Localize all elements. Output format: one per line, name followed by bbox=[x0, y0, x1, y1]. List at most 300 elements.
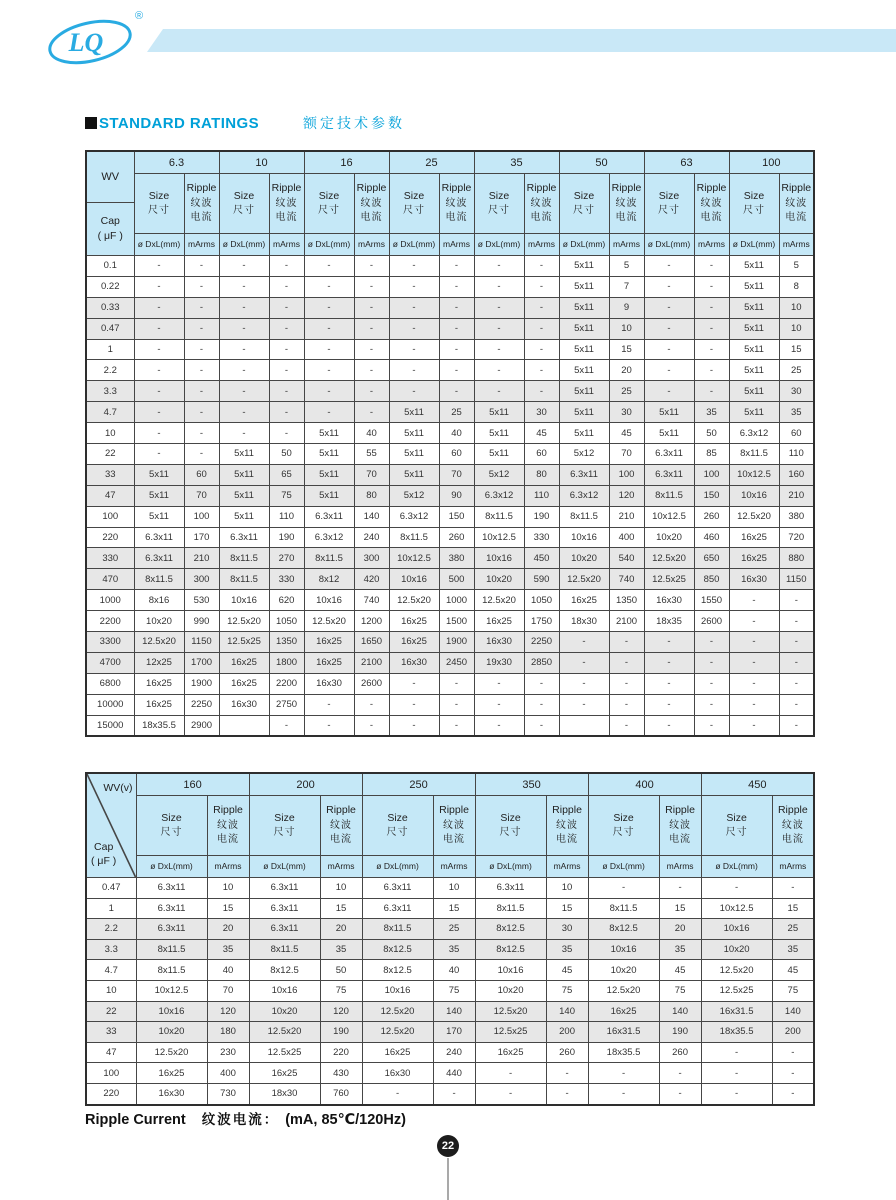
size-value-cell: 5x11 bbox=[729, 339, 779, 360]
ripple-value-cell: 40 bbox=[207, 960, 249, 981]
size-value-cell: - bbox=[588, 878, 659, 899]
ripple-value-cell: 10 bbox=[320, 878, 362, 899]
size-value-cell: 16x30 bbox=[136, 1083, 207, 1104]
ripple-value-cell: - bbox=[546, 1083, 588, 1104]
size-value-cell: 12.5x25 bbox=[475, 1022, 546, 1043]
ripple-unit-header: mArms bbox=[354, 233, 389, 255]
cap-value-cell: 4.7 bbox=[86, 402, 134, 423]
size-value-cell: 16x30 bbox=[304, 673, 354, 694]
size-label-zh: 尺寸 bbox=[403, 204, 426, 216]
size-value-cell: 5x11 bbox=[389, 402, 439, 423]
size-value-cell: 5x11 bbox=[644, 423, 694, 444]
ripple-value-cell: - bbox=[269, 423, 304, 444]
table-row bbox=[86, 919, 814, 940]
size-value-cell: 12x25 bbox=[134, 652, 184, 673]
ripple-value-cell: 1750 bbox=[524, 611, 559, 632]
ripple-header bbox=[772, 796, 814, 855]
logo-registered-mark: ® bbox=[135, 10, 144, 22]
ripple-value-cell: - bbox=[269, 256, 304, 277]
ripple-label-zh-1: 纹波 bbox=[445, 197, 468, 209]
ripple-value-cell: 15 bbox=[659, 898, 701, 919]
size-value-cell: 10x20 bbox=[249, 1001, 320, 1022]
ripple-value-cell: 2200 bbox=[269, 673, 304, 694]
ripple-value-cell: 30 bbox=[609, 402, 644, 423]
cap-value-cell: 33 bbox=[86, 1022, 136, 1043]
ripple-value-cell: - bbox=[439, 360, 474, 381]
ripple-label-zh-2: 电流 bbox=[615, 212, 638, 224]
ripple-value-cell: - bbox=[694, 276, 729, 297]
size-label-zh: 尺寸 bbox=[743, 204, 766, 216]
size-value-cell: 8x11.5 bbox=[136, 960, 207, 981]
size-header bbox=[474, 174, 524, 233]
ripple-label-zh-1: 纹波 bbox=[360, 197, 383, 209]
ripple-value-cell: 720 bbox=[779, 527, 814, 548]
ripple-value-cell: 15 bbox=[433, 898, 475, 919]
ripple-value-cell: 1650 bbox=[354, 632, 389, 653]
table-corner-cell bbox=[86, 773, 136, 878]
ripple-value-cell: 40 bbox=[354, 423, 389, 444]
size-value-cell: - bbox=[134, 339, 184, 360]
size-value-cell: - bbox=[644, 673, 694, 694]
table-row bbox=[86, 506, 814, 527]
size-value-cell: 6.3x12 bbox=[474, 485, 524, 506]
size-value-cell: 6.3x11 bbox=[136, 898, 207, 919]
size-value-cell: 5x12 bbox=[474, 464, 524, 485]
page-footer-line bbox=[447, 1158, 449, 1200]
ripple-value-cell: - bbox=[354, 297, 389, 318]
size-value-cell: 5x11 bbox=[389, 464, 439, 485]
logo-text: LQ bbox=[68, 28, 104, 57]
size-value-cell: 12.5x20 bbox=[389, 590, 439, 611]
table-row bbox=[86, 652, 814, 673]
ripple-value-cell: 1350 bbox=[269, 632, 304, 653]
ripple-value-cell: 10 bbox=[609, 318, 644, 339]
ripple-value-cell: 2450 bbox=[439, 652, 474, 673]
size-value-cell: - bbox=[219, 360, 269, 381]
size-value-cell: 6.3x11 bbox=[136, 878, 207, 899]
size-value-cell: - bbox=[644, 318, 694, 339]
size-value-cell: 5x11 bbox=[304, 485, 354, 506]
ripple-value-cell: 420 bbox=[354, 569, 389, 590]
size-label-zh: 尺寸 bbox=[499, 826, 522, 838]
ripple-unit-header: mArms bbox=[609, 233, 644, 255]
size-value-cell: - bbox=[389, 256, 439, 277]
ripple-value-cell: 35 bbox=[772, 939, 814, 960]
size-value-cell: 6.3x11 bbox=[249, 898, 320, 919]
size-value-cell: 10x20 bbox=[474, 569, 524, 590]
ripple-value-cell: - bbox=[184, 276, 219, 297]
ripple-value-cell: 440 bbox=[433, 1063, 475, 1084]
ripple-label-zh-1: 纹波 bbox=[556, 819, 579, 831]
size-value-cell: 10x20 bbox=[475, 980, 546, 1001]
size-label-zh: 尺寸 bbox=[488, 204, 511, 216]
ripple-value-cell: 140 bbox=[772, 1001, 814, 1022]
ripple-label-en: Ripple bbox=[526, 182, 557, 195]
size-value-cell: 16x31.5 bbox=[701, 1001, 772, 1022]
ripple-value-cell: 140 bbox=[354, 506, 389, 527]
size-label-en: Size bbox=[274, 811, 295, 824]
size-unit-header: ø DxL(mm) bbox=[136, 855, 207, 877]
size-value-cell: - bbox=[134, 423, 184, 444]
size-value-cell: - bbox=[588, 1083, 659, 1104]
ripple-header bbox=[207, 796, 249, 855]
size-value-cell: - bbox=[134, 402, 184, 423]
size-value-cell: 16x30 bbox=[219, 694, 269, 715]
ripple-value-cell: 75 bbox=[320, 980, 362, 1001]
voltage-header: 250 bbox=[362, 773, 475, 796]
ripple-value-cell: 2600 bbox=[354, 673, 389, 694]
size-value-cell: 5x11 bbox=[559, 339, 609, 360]
ripple-value-cell: 740 bbox=[354, 590, 389, 611]
ripple-header bbox=[609, 174, 644, 233]
voltage-header: 6.3 bbox=[134, 151, 219, 174]
size-value-cell: - bbox=[701, 878, 772, 899]
size-header bbox=[362, 796, 433, 855]
size-value-cell: - bbox=[474, 673, 524, 694]
size-header bbox=[219, 174, 269, 233]
ripple-value-cell: 35 bbox=[207, 939, 249, 960]
size-value-cell: 16x25 bbox=[475, 1042, 546, 1063]
size-unit-header: ø DxL(mm) bbox=[729, 233, 779, 255]
size-value-cell: 10x16 bbox=[474, 548, 524, 569]
ripple-value-cell: 75 bbox=[433, 980, 475, 1001]
corner-diagonal bbox=[87, 774, 136, 877]
size-value-cell: 12.5x20 bbox=[475, 1001, 546, 1022]
size-value-cell: - bbox=[474, 318, 524, 339]
ripple-value-cell: 400 bbox=[207, 1063, 249, 1084]
ripple-unit-header: mArms bbox=[269, 233, 304, 255]
cap-value-cell: 2.2 bbox=[86, 919, 136, 940]
size-header bbox=[304, 174, 354, 233]
ripple-label-en: Ripple bbox=[696, 182, 727, 195]
ripple-value-cell: 150 bbox=[439, 506, 474, 527]
ripple-value-cell: 45 bbox=[772, 960, 814, 981]
ripple-value-cell: - bbox=[779, 632, 814, 653]
ripple-value-cell: 80 bbox=[524, 464, 559, 485]
table-row bbox=[86, 1083, 814, 1104]
size-value-cell: 6.3x11 bbox=[134, 548, 184, 569]
size-unit-header: ø DxL(mm) bbox=[475, 855, 546, 877]
size-value-cell: 5x11 bbox=[559, 402, 609, 423]
ripple-value-cell: - bbox=[439, 276, 474, 297]
wv-header-label: WV bbox=[87, 152, 134, 203]
size-unit-header: ø DxL(mm) bbox=[219, 233, 269, 255]
size-unit-header: ø DxL(mm) bbox=[588, 855, 659, 877]
cap-value-cell: 0.33 bbox=[86, 297, 134, 318]
size-value-cell: 12.5x20 bbox=[219, 611, 269, 632]
ripple-value-cell: 45 bbox=[609, 423, 644, 444]
ripple-value-cell: 25 bbox=[772, 919, 814, 940]
ripple-value-cell: - bbox=[433, 1083, 475, 1104]
size-value-cell: 10x12.5 bbox=[644, 506, 694, 527]
ripple-value-cell: 200 bbox=[772, 1022, 814, 1043]
ripple-value-cell: - bbox=[524, 276, 559, 297]
ripple-value-cell: 240 bbox=[354, 527, 389, 548]
ripple-value-cell: 60 bbox=[184, 464, 219, 485]
ripple-value-cell: 590 bbox=[524, 569, 559, 590]
ripple-value-cell: 460 bbox=[694, 527, 729, 548]
ripple-value-cell: 140 bbox=[659, 1001, 701, 1022]
ripple-value-cell: 70 bbox=[609, 444, 644, 465]
ripple-label-zh-2: 电流 bbox=[330, 834, 353, 846]
size-value-cell: - bbox=[219, 423, 269, 444]
ripple-label-en: Ripple bbox=[611, 182, 642, 195]
ripple-value-cell: - bbox=[354, 276, 389, 297]
ripple-value-cell: 25 bbox=[609, 381, 644, 402]
cap-value-cell: 4.7 bbox=[86, 960, 136, 981]
ripple-unit-header: mArms bbox=[207, 855, 249, 877]
ripple-value-cell: 140 bbox=[433, 1001, 475, 1022]
size-value-cell: 12.5x20 bbox=[588, 980, 659, 1001]
ripple-label-zh-1: 纹波 bbox=[530, 197, 553, 209]
ripple-value-cell: 110 bbox=[269, 506, 304, 527]
size-value-cell: 10x16 bbox=[559, 527, 609, 548]
table-row bbox=[86, 423, 814, 444]
table-row bbox=[86, 485, 814, 506]
size-unit-header: ø DxL(mm) bbox=[474, 233, 524, 255]
size-value-cell: 8x11.5 bbox=[729, 444, 779, 465]
cap-value-cell: 100 bbox=[86, 1063, 136, 1084]
size-value-cell: - bbox=[644, 715, 694, 736]
ripple-label-zh-1: 纹波 bbox=[669, 819, 692, 831]
size-value-cell: 10x16 bbox=[588, 939, 659, 960]
size-value-cell: 18x30 bbox=[559, 611, 609, 632]
ripple-value-cell: 40 bbox=[439, 423, 474, 444]
ripple-unit-header: mArms bbox=[779, 233, 814, 255]
cap-value-cell: 3.3 bbox=[86, 939, 136, 960]
size-value-cell: 10x16 bbox=[249, 980, 320, 1001]
ripple-label-zh-2: 电流 bbox=[556, 834, 579, 846]
ripple-value-cell: 60 bbox=[779, 423, 814, 444]
ripple-value-cell: 740 bbox=[609, 569, 644, 590]
ripple-value-cell: 300 bbox=[354, 548, 389, 569]
ripple-value-cell: 60 bbox=[524, 444, 559, 465]
size-value-cell: - bbox=[134, 297, 184, 318]
size-value-cell: 12.5x20 bbox=[559, 569, 609, 590]
size-unit-header: ø DxL(mm) bbox=[249, 855, 320, 877]
size-value-cell: 8x11.5 bbox=[474, 506, 524, 527]
ripple-value-cell: 230 bbox=[207, 1042, 249, 1063]
size-value-cell: 10x20 bbox=[134, 611, 184, 632]
cap-value-cell: 1 bbox=[86, 339, 134, 360]
size-value-cell: 12.5x20 bbox=[644, 548, 694, 569]
ripple-value-cell: - bbox=[609, 652, 644, 673]
ripple-value-cell: 1150 bbox=[779, 569, 814, 590]
ripple-value-cell: - bbox=[184, 318, 219, 339]
size-label-zh: 尺寸 bbox=[318, 204, 341, 216]
table-row bbox=[86, 590, 814, 611]
size-value-cell: 10x16 bbox=[219, 590, 269, 611]
size-value-cell: - bbox=[644, 360, 694, 381]
ripple-label-en: Ripple bbox=[781, 182, 812, 195]
ripple-value-cell: - bbox=[524, 297, 559, 318]
size-value-cell: - bbox=[644, 276, 694, 297]
voltage-header: 25 bbox=[389, 151, 474, 174]
ripple-header bbox=[354, 174, 389, 233]
ripple-value-cell: 15 bbox=[609, 339, 644, 360]
ripple-value-cell: - bbox=[694, 256, 729, 277]
ripple-unit-header: mArms bbox=[694, 233, 729, 255]
size-value-cell: 5x11 bbox=[559, 276, 609, 297]
ripple-value-cell: 80 bbox=[354, 485, 389, 506]
ripple-value-cell: - bbox=[439, 256, 474, 277]
size-value-cell: 12.5x20 bbox=[304, 611, 354, 632]
size-label-zh: 尺寸 bbox=[386, 826, 409, 838]
size-value-cell: 6.3x11 bbox=[304, 506, 354, 527]
size-value-cell: 6.3x11 bbox=[362, 898, 433, 919]
ripple-value-cell: - bbox=[354, 694, 389, 715]
size-value-cell: 5x11 bbox=[729, 256, 779, 277]
table-row bbox=[86, 1063, 814, 1084]
ripple-value-cell: 2250 bbox=[184, 694, 219, 715]
ripple-value-cell: - bbox=[439, 381, 474, 402]
ripple-label-en: Ripple bbox=[186, 182, 217, 195]
cap-value-cell: 2200 bbox=[86, 611, 134, 632]
ripple-label-zh-2: 电流 bbox=[781, 834, 804, 846]
size-value-cell: 12.5x20 bbox=[134, 632, 184, 653]
size-label-zh: 尺寸 bbox=[148, 204, 170, 216]
ripple-value-cell: - bbox=[439, 339, 474, 360]
ripple-value-cell: 35 bbox=[320, 939, 362, 960]
size-value-cell: 10x12.5 bbox=[136, 980, 207, 1001]
size-value-cell: 5x12 bbox=[389, 485, 439, 506]
size-value-cell: 16x25 bbox=[249, 1063, 320, 1084]
ripple-value-cell: - bbox=[354, 402, 389, 423]
corner-split bbox=[87, 152, 134, 255]
ripple-value-cell: 990 bbox=[184, 611, 219, 632]
size-value-cell: 16x25 bbox=[304, 632, 354, 653]
ripple-value-cell: 50 bbox=[694, 423, 729, 444]
ripple-value-cell: 45 bbox=[524, 423, 559, 444]
cap-value-cell: 22 bbox=[86, 444, 134, 465]
size-header bbox=[644, 174, 694, 233]
ripple-value-cell: 330 bbox=[269, 569, 304, 590]
ripple-value-cell: 190 bbox=[659, 1022, 701, 1043]
size-unit-header: ø DxL(mm) bbox=[134, 233, 184, 255]
ripple-value-cell: 35 bbox=[779, 402, 814, 423]
ripple-value-cell: 1050 bbox=[524, 590, 559, 611]
ripple-value-cell: 10 bbox=[779, 297, 814, 318]
size-label-en: Size bbox=[658, 189, 680, 202]
size-value-cell: - bbox=[701, 1042, 772, 1063]
ripple-value-cell: 2900 bbox=[184, 715, 219, 736]
ripple-value-cell: 190 bbox=[320, 1022, 362, 1043]
size-value-cell: - bbox=[304, 402, 354, 423]
size-value-cell: - bbox=[729, 652, 779, 673]
size-value-cell: 6.3x11 bbox=[134, 527, 184, 548]
size-value-cell: 16x25 bbox=[134, 673, 184, 694]
cap-value-cell: 10 bbox=[86, 980, 136, 1001]
top-banner bbox=[147, 29, 896, 52]
size-value-cell: 19x30 bbox=[474, 652, 524, 673]
cap-value-cell: 330 bbox=[86, 548, 134, 569]
ripple-label-zh-1: 纹波 bbox=[785, 197, 808, 209]
size-value-cell: 16x25 bbox=[219, 673, 269, 694]
size-header bbox=[136, 796, 207, 855]
ripple-header bbox=[439, 174, 474, 233]
ripple-value-cell: 2100 bbox=[354, 652, 389, 673]
ripple-value-cell: 35 bbox=[659, 939, 701, 960]
ripple-label-zh-2: 电流 bbox=[785, 212, 808, 224]
ripple-label-zh-1: 纹波 bbox=[443, 819, 466, 831]
cap-value-cell: 0.1 bbox=[86, 256, 134, 277]
ripple-value-cell: 35 bbox=[694, 402, 729, 423]
ripple-value-cell: 1800 bbox=[269, 652, 304, 673]
ripple-value-cell: - bbox=[694, 318, 729, 339]
size-label-en: Size bbox=[161, 811, 182, 824]
size-value-cell: - bbox=[219, 318, 269, 339]
size-value-cell: - bbox=[389, 276, 439, 297]
size-value-cell: 12.5x25 bbox=[249, 1042, 320, 1063]
ripple-value-cell: - bbox=[524, 381, 559, 402]
ripple-label-en: Ripple bbox=[441, 182, 472, 195]
ripple-value-cell: - bbox=[772, 1042, 814, 1063]
size-value-cell: 10x12.5 bbox=[474, 527, 524, 548]
size-value-cell: 18x35.5 bbox=[588, 1042, 659, 1063]
ripple-value-cell: 65 bbox=[269, 464, 304, 485]
ripple-value-cell: - bbox=[524, 694, 559, 715]
ripple-value-cell: 110 bbox=[779, 444, 814, 465]
ripple-value-cell: 1900 bbox=[439, 632, 474, 653]
ripple-value-cell: - bbox=[269, 381, 304, 402]
size-value-cell: 8x11.5 bbox=[389, 527, 439, 548]
ripple-value-cell: - bbox=[269, 276, 304, 297]
ripple-value-cell: 20 bbox=[609, 360, 644, 381]
table-row bbox=[86, 297, 814, 318]
size-value-cell: 12.5x20 bbox=[136, 1042, 207, 1063]
size-value-cell: 5x11 bbox=[219, 464, 269, 485]
cap-value-cell: 0.22 bbox=[86, 276, 134, 297]
ripple-value-cell: - bbox=[772, 1063, 814, 1084]
size-value-cell: - bbox=[134, 360, 184, 381]
ripple-label-zh-2: 电流 bbox=[443, 834, 466, 846]
size-label-zh: 尺寸 bbox=[233, 204, 256, 216]
ripple-label-zh-1: 纹波 bbox=[275, 197, 298, 209]
size-value-cell: - bbox=[219, 381, 269, 402]
size-value-cell: 5x11 bbox=[304, 444, 354, 465]
size-value-cell: 10x12.5 bbox=[729, 464, 779, 485]
size-value-cell: 5x11 bbox=[729, 381, 779, 402]
size-value-cell: 8x12.5 bbox=[588, 919, 659, 940]
size-value-cell: - bbox=[304, 694, 354, 715]
table-row bbox=[86, 339, 814, 360]
size-value-cell: 5x11 bbox=[559, 423, 609, 444]
size-value-cell: 5x11 bbox=[474, 423, 524, 444]
size-label-zh: 尺寸 bbox=[612, 826, 635, 838]
ripple-value-cell: 1700 bbox=[184, 652, 219, 673]
ripple-value-cell: - bbox=[524, 256, 559, 277]
ripple-unit-header: mArms bbox=[320, 855, 362, 877]
size-value-cell: 5x11 bbox=[389, 444, 439, 465]
ripple-value-cell: - bbox=[184, 297, 219, 318]
size-value-cell: - bbox=[134, 444, 184, 465]
cap-value-cell: 10000 bbox=[86, 694, 134, 715]
ripple-value-cell: - bbox=[354, 339, 389, 360]
size-value-cell: - bbox=[559, 673, 609, 694]
ripple-value-cell: 100 bbox=[184, 506, 219, 527]
ripple-value-cell: - bbox=[524, 360, 559, 381]
size-value-cell: 10x20 bbox=[644, 527, 694, 548]
ripple-value-cell: 10 bbox=[433, 878, 475, 899]
size-value-cell: - bbox=[219, 256, 269, 277]
size-value-cell: 6.3x12 bbox=[729, 423, 779, 444]
table-row bbox=[86, 898, 814, 919]
size-value-cell: - bbox=[389, 297, 439, 318]
size-value-cell: 5x11 bbox=[219, 506, 269, 527]
ripple-label-zh-1: 纹波 bbox=[330, 819, 353, 831]
size-value-cell: 10x16 bbox=[389, 569, 439, 590]
cap-value-cell: 100 bbox=[86, 506, 134, 527]
